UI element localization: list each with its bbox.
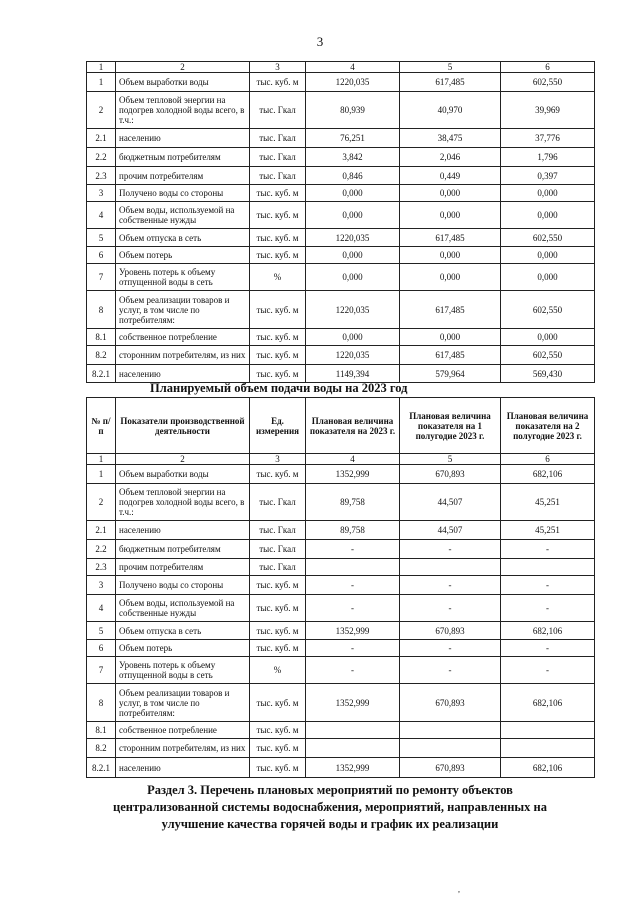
row-number: 2 (87, 92, 116, 129)
unit: тыс. Гкал (250, 92, 306, 129)
unit: тыс. куб. м (250, 758, 306, 778)
water-production-table-2022 (86, 61, 595, 383)
value-col5: 0,000 (400, 247, 501, 264)
unit: тыс. куб. м (250, 73, 306, 92)
row-number: 4 (87, 595, 116, 622)
value-col4: 89,758 (306, 484, 400, 521)
row-number: 7 (87, 264, 116, 291)
row-number: 5 (87, 622, 116, 640)
value-col4: 80,939 (306, 92, 400, 129)
row-number: 1 (87, 465, 116, 484)
value-col5: 2,046 (400, 148, 501, 167)
value-col4: 3,842 (306, 148, 400, 167)
row-number: 8.2 (87, 346, 116, 365)
row-number: 6 (87, 247, 116, 264)
indicator-name: Объем воды, используемой на собственные нужды (116, 595, 250, 622)
indicator-name: Объем тепловой энергии на подогрев холодной воды всего, в т.ч.: (116, 484, 250, 521)
table-row (87, 521, 595, 540)
value-col6: 602,550 (501, 73, 595, 92)
table-row (87, 622, 595, 640)
value-col6: 682,106 (501, 622, 595, 640)
unit: % (250, 657, 306, 684)
value-col4: 89,758 (306, 521, 400, 540)
indicator-name: населению (116, 365, 250, 383)
table-row (87, 559, 595, 576)
unit: тыс. куб. м (250, 640, 306, 657)
value-col4: 1220,035 (306, 73, 400, 92)
unit: тыс. куб. м (250, 684, 306, 722)
unit: тыс. куб. м (250, 202, 306, 229)
header-plan-year: Плановая величина показателя на 2023 г. (306, 398, 400, 454)
value-col5 (400, 739, 501, 758)
unit: тыс. куб. м (250, 465, 306, 484)
value-col6: 602,550 (501, 346, 595, 365)
value-col6: - (501, 595, 595, 622)
table-row (87, 202, 595, 229)
unit: тыс. Гкал (250, 129, 306, 148)
unit: тыс. Гкал (250, 559, 306, 576)
col-number: 3 (250, 454, 306, 465)
table-row (87, 365, 595, 383)
value-col4: 0,846 (306, 167, 400, 185)
indicator-name: Объем потерь (116, 247, 250, 264)
value-col4: 0,000 (306, 264, 400, 291)
value-col4: - (306, 540, 400, 559)
value-col5: 0,000 (400, 185, 501, 202)
indicator-name: Объем отпуска в сеть (116, 229, 250, 247)
indicator-name: Получено воды со стороны (116, 576, 250, 595)
row-number: 8.1 (87, 329, 116, 346)
value-col4: 1352,999 (306, 684, 400, 722)
unit: тыс. куб. м (250, 229, 306, 247)
unit: тыс. Гкал (250, 167, 306, 185)
value-col5 (400, 722, 501, 739)
value-col6: 0,000 (501, 185, 595, 202)
column-number-row (87, 454, 595, 465)
row-number: 3 (87, 185, 116, 202)
section-3-heading (80, 782, 580, 833)
indicator-name: бюджетным потребителям (116, 540, 250, 559)
header-unit: Ед. измерения (250, 398, 306, 454)
value-col4: 0,000 (306, 247, 400, 264)
row-number: 6 (87, 640, 116, 657)
value-col6: 569,430 (501, 365, 595, 383)
indicator-name: Объем реализации товаров и услуг, в том числе по потребителям: (116, 684, 250, 722)
row-number: 2.3 (87, 559, 116, 576)
value-col4: 0,000 (306, 185, 400, 202)
value-col6: 39,969 (501, 92, 595, 129)
indicator-name: прочим потребителям (116, 559, 250, 576)
value-col4: 1220,035 (306, 229, 400, 247)
value-col6 (501, 559, 595, 576)
table-row (87, 291, 595, 329)
value-col5: 617,485 (400, 73, 501, 92)
col-number: 6 (501, 454, 595, 465)
table-row (87, 148, 595, 167)
table-row (87, 722, 595, 739)
value-col6: - (501, 657, 595, 684)
value-col4: 0,000 (306, 202, 400, 229)
value-col6: 0,397 (501, 167, 595, 185)
value-col6: 682,106 (501, 465, 595, 484)
unit: тыс. куб. м (250, 722, 306, 739)
table-row (87, 229, 595, 247)
value-col5: 617,485 (400, 229, 501, 247)
value-col4: 1352,999 (306, 622, 400, 640)
unit: тыс. Гкал (250, 484, 306, 521)
indicator-name: Уровень потерь к объему отпущенной воды в сеть (116, 264, 250, 291)
value-col6: 682,106 (501, 684, 595, 722)
value-col5: 670,893 (400, 465, 501, 484)
value-col5: 579,964 (400, 365, 501, 383)
col-number: 4 (306, 62, 400, 73)
table-row (87, 540, 595, 559)
indicator-name: собственное потребление (116, 329, 250, 346)
col-number: 1 (87, 454, 116, 465)
value-col4: 1352,999 (306, 465, 400, 484)
value-col4: 0,000 (306, 329, 400, 346)
unit: тыс. куб. м (250, 595, 306, 622)
col-number: 1 (87, 62, 116, 73)
row-number: 2 (87, 484, 116, 521)
value-col4: 1220,035 (306, 291, 400, 329)
scan-mark: , (458, 885, 460, 894)
col-number: 2 (116, 454, 250, 465)
table-row (87, 129, 595, 148)
row-number: 8.2.1 (87, 758, 116, 778)
indicator-name: Получено воды со стороны (116, 185, 250, 202)
page-number: 3 (316, 34, 324, 49)
value-col5: 0,000 (400, 329, 501, 346)
unit: тыс. куб. м (250, 622, 306, 640)
value-col6 (501, 739, 595, 758)
unit: тыс. куб. м (250, 291, 306, 329)
row-number: 4 (87, 202, 116, 229)
indicator-name: Объем тепловой энергии на подогрев холодной воды всего, в т.ч.: (116, 92, 250, 129)
value-col4 (306, 722, 400, 739)
value-col4: 76,251 (306, 129, 400, 148)
value-col4: 1352,999 (306, 758, 400, 778)
value-col6: 37,776 (501, 129, 595, 148)
header-plan-h2: Плановая величина показателя на 2 полугодие 2023 г. (501, 398, 595, 454)
value-col6 (501, 722, 595, 739)
indicator-name: населению (116, 758, 250, 778)
value-col6: - (501, 576, 595, 595)
table-row (87, 185, 595, 202)
value-col5: 617,485 (400, 346, 501, 365)
indicator-name: Объем потерь (116, 640, 250, 657)
value-col6: 0,000 (501, 247, 595, 264)
unit: тыс. Гкал (250, 540, 306, 559)
value-col5 (400, 559, 501, 576)
value-col6: 1,796 (501, 148, 595, 167)
value-col6: 602,550 (501, 291, 595, 329)
value-col5: - (400, 595, 501, 622)
indicator-name: Уровень потерь к объему отпущенной воды в сеть (116, 657, 250, 684)
section-3-line: улучшение качества горячей воды и график их реализации (161, 817, 499, 831)
row-number: 2.1 (87, 521, 116, 540)
header-indicator: Показатели производственной деятельности (116, 398, 250, 454)
value-col6: 45,251 (501, 521, 595, 540)
value-col5: - (400, 640, 501, 657)
value-col6: - (501, 540, 595, 559)
col-number: 5 (400, 454, 501, 465)
value-col4 (306, 559, 400, 576)
table-row (87, 640, 595, 657)
unit: тыс. куб. м (250, 185, 306, 202)
value-col6: 602,550 (501, 229, 595, 247)
header-plan-h1: Плановая величина показателя на 1 полугодие 2023 г. (400, 398, 501, 454)
value-col6: 45,251 (501, 484, 595, 521)
table-row (87, 739, 595, 758)
row-number: 8.2.1 (87, 365, 116, 383)
value-col6: 682,106 (501, 758, 595, 778)
row-number: 8.2 (87, 739, 116, 758)
value-col4: - (306, 657, 400, 684)
row-number: 5 (87, 229, 116, 247)
table-row (87, 167, 595, 185)
indicator-name: собственное потребление (116, 722, 250, 739)
col-number: 6 (501, 62, 595, 73)
table-row (87, 346, 595, 365)
header-number: № п/п (87, 398, 116, 454)
value-col6: 0,000 (501, 329, 595, 346)
unit: % (250, 264, 306, 291)
table-row (87, 247, 595, 264)
value-col5: 670,893 (400, 622, 501, 640)
table-row (87, 684, 595, 722)
indicator-name: сторонним потребителям, из них (116, 346, 250, 365)
col-number: 4 (306, 454, 400, 465)
indicator-name: населению (116, 521, 250, 540)
value-col6: 0,000 (501, 264, 595, 291)
unit: тыс. куб. м (250, 576, 306, 595)
table-row (87, 576, 595, 595)
unit: тыс. куб. м (250, 247, 306, 264)
col-number: 2 (116, 62, 250, 73)
indicator-name: бюджетным потребителям (116, 148, 250, 167)
value-col5: 670,893 (400, 684, 501, 722)
table-row (87, 329, 595, 346)
value-col5: 44,507 (400, 484, 501, 521)
value-col6: - (501, 640, 595, 657)
table-row (87, 465, 595, 484)
value-col5: 670,893 (400, 758, 501, 778)
indicator-name: Объем отпуска в сеть (116, 622, 250, 640)
value-col4 (306, 739, 400, 758)
value-col5: 0,000 (400, 264, 501, 291)
row-number: 8 (87, 684, 116, 722)
indicator-name: сторонним потребителям, из них (116, 739, 250, 758)
row-number: 2.2 (87, 540, 116, 559)
table-row (87, 92, 595, 129)
unit: тыс. куб. м (250, 739, 306, 758)
value-col5: 44,507 (400, 521, 501, 540)
table2-title: Планируемый объем подачи воды на 2023 год (150, 381, 408, 395)
value-col5: - (400, 576, 501, 595)
table-row (87, 758, 595, 778)
indicator-name: Объем выработки воды (116, 465, 250, 484)
row-number: 7 (87, 657, 116, 684)
value-col5: - (400, 540, 501, 559)
header-row (87, 398, 595, 454)
indicator-name: Объем воды, используемой на собственные нужды (116, 202, 250, 229)
value-col6: 0,000 (501, 202, 595, 229)
value-col4: 1220,035 (306, 346, 400, 365)
row-number: 2.2 (87, 148, 116, 167)
value-col4: - (306, 576, 400, 595)
value-col4: 1149,394 (306, 365, 400, 383)
value-col5: 0,449 (400, 167, 501, 185)
row-number: 2.3 (87, 167, 116, 185)
table-row (87, 73, 595, 92)
table-row (87, 264, 595, 291)
table-row (87, 484, 595, 521)
row-number: 1 (87, 73, 116, 92)
indicator-name: Объем реализации товаров и услуг, в том числе по потребителям: (116, 291, 250, 329)
row-number: 2.1 (87, 129, 116, 148)
section-3-line: централизованной системы водоснабжения, мероприятий, направленных на (113, 800, 547, 814)
column-number-row (87, 62, 595, 73)
col-number: 5 (400, 62, 501, 73)
row-number: 3 (87, 576, 116, 595)
row-number: 8 (87, 291, 116, 329)
table-row (87, 595, 595, 622)
unit: тыс. куб. м (250, 346, 306, 365)
indicator-name: населению (116, 129, 250, 148)
value-col4: - (306, 595, 400, 622)
table-row (87, 657, 595, 684)
unit: тыс. куб. м (250, 329, 306, 346)
value-col5: 40,970 (400, 92, 501, 129)
value-col4: - (306, 640, 400, 657)
row-number: 8.1 (87, 722, 116, 739)
unit: тыс. Гкал (250, 521, 306, 540)
unit: тыс. Гкал (250, 148, 306, 167)
value-col5: 0,000 (400, 202, 501, 229)
col-number: 3 (250, 62, 306, 73)
value-col5: 617,485 (400, 291, 501, 329)
section-3-line: Раздел 3. Перечень плановых мероприятий по ремонту объектов (147, 783, 513, 797)
value-col5: 38,475 (400, 129, 501, 148)
indicator-name: Объем выработки воды (116, 73, 250, 92)
unit: тыс. куб. м (250, 365, 306, 383)
indicator-name: прочим потребителям (116, 167, 250, 185)
planned-water-supply-2023-table (86, 397, 595, 778)
value-col5: - (400, 657, 501, 684)
